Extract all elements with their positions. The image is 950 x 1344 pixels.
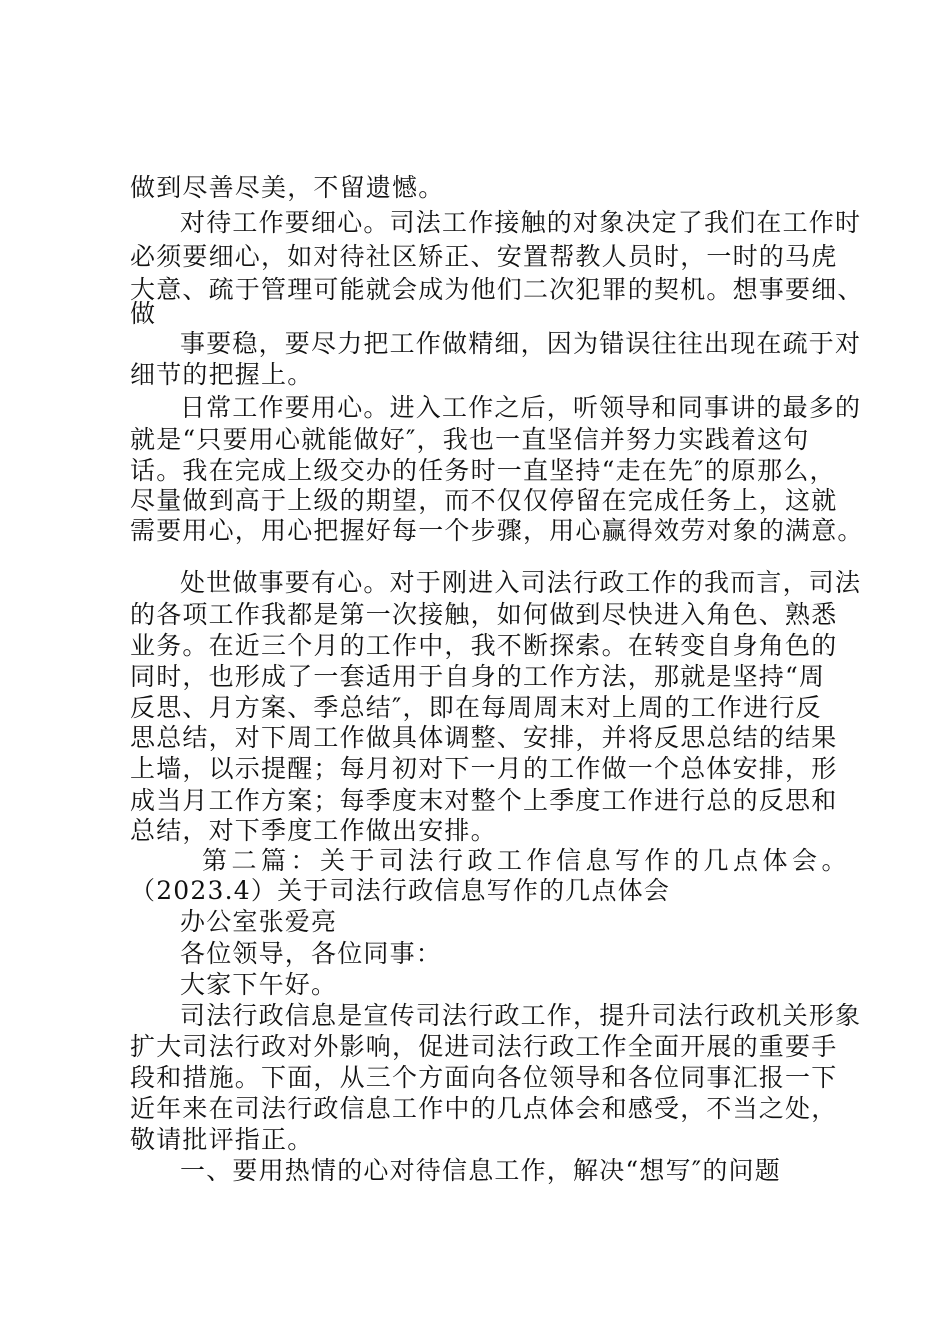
salutation: 各位领导，各位同事： xyxy=(180,939,443,968)
text-line: 总结，对下季度工作做出安排。 xyxy=(130,816,497,845)
text-line: 同时，也形成了一套适用于自身的工作方法，那就是坚持“周 xyxy=(130,662,826,691)
text-line: 的各项工作我都是第一次接触，如何做到尽快进入角色、熟悉 xyxy=(130,600,838,629)
text-line: 反思、月方案、季总结″，即在每周周末对上周的工作进行反 xyxy=(130,693,822,722)
paragraph-start: 处世做事要有心。对于刚进入司法行政工作的我而言，司法 xyxy=(180,568,862,597)
text-line: 业务。在近三个月的工作中，我不断探索。在转变自身角色的 xyxy=(130,631,838,660)
greeting: 大家下午好。 xyxy=(180,970,338,999)
text-line: 做 xyxy=(130,299,157,328)
text-line: 必须要细心，如对待社区矫正、安置帮教人员时，一时的马虎 xyxy=(130,242,838,271)
subsection-heading: 一、要用热情的心对待信息工作，解决“想写″的问题 xyxy=(180,1156,781,1185)
section-heading: 第二篇：关于司法行政工作信息写作的几点体会。 xyxy=(202,846,852,875)
text-line: 细节的把握上。 xyxy=(130,360,314,389)
text-line: 话。我在完成上级交办的任务时一直坚持“走在先″的原那么， xyxy=(130,456,836,485)
text-line: 需要用心，用心把握好每一个步骤，用心赢得效劳对象的满意。 xyxy=(130,516,864,545)
text-line: 段和措施。下面，从三个方面向各位领导和各位同事汇报一下 xyxy=(130,1063,838,1092)
text-line: 成当月工作方案；每季度末对整个上季度工作进行总的反思和 xyxy=(130,786,838,815)
paragraph-start: 司法行政信息是宣传司法行政工作，提升司法行政机关形象 xyxy=(180,1001,862,1030)
text-line: 思总结，对下周工作做具体调整、安排，并将反思总结的结果 xyxy=(130,723,838,752)
text-line: 扩大司法行政对外影响，促进司法行政工作全面开展的重要手 xyxy=(130,1032,838,1061)
text-line: 做到尽善尽美，不留遗憾。 xyxy=(130,173,445,202)
text-line: 敬请批评指正。 xyxy=(130,1125,314,1154)
text-line: 尽量做到高于上级的期望，而不仅仅停留在完成任务上，这就 xyxy=(130,486,838,515)
author-line: 办公室张爱亮 xyxy=(180,907,338,936)
text-line: 近年来在司法行政信息工作中的几点体会和感受，不当之处， xyxy=(130,1094,838,1123)
paragraph-start: 日常工作要用心。进入工作之后，听领导和同事讲的最多的 xyxy=(180,393,862,422)
text-line: 大意、疏于管理可能就会成为他们二次犯罪的契机。想事要细、 xyxy=(130,275,864,304)
text-line: （2023.4）关于司法行政信息写作的几点体会 xyxy=(130,876,671,905)
paragraph-start: 事要稳，要尽力把工作做精细，因为错误往往出现在疏于对 xyxy=(180,329,862,358)
text-line: 就是“只要用心就能做好″，我也一直坚信并努力实践着这句 xyxy=(130,425,810,454)
paragraph-start: 对待工作要细心。司法工作接触的对象决定了我们在工作时 xyxy=(180,208,862,237)
text-line: 上墙，以示提醒；每月初对下一月的工作做一个总体安排，形 xyxy=(130,754,838,783)
